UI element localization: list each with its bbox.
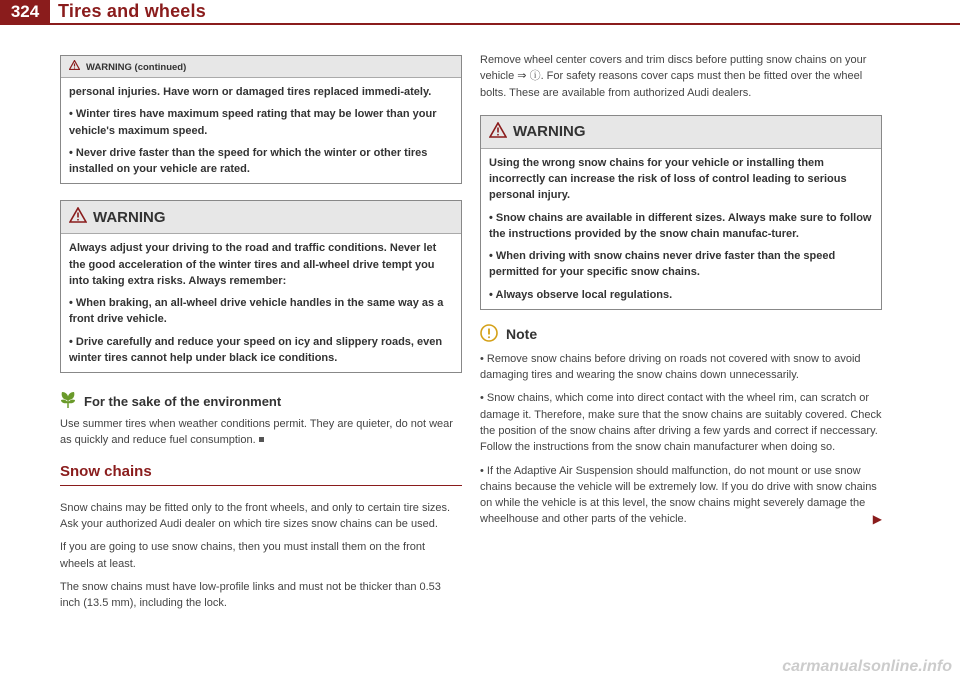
warning-bullet: • Snow chains are available in different sizes. Always make sure to follow the instructions provided by the snow chain manufac-turer. [489, 210, 873, 243]
warning-triangle-icon [69, 207, 87, 227]
paragraph: Snow chains may be fitted only to the front wheels, and only to certain tire sizes. Ask your authorized Audi dealer on which tire sizes snow chains can be used. [60, 501, 451, 530]
continue-arrow-icon: ▶ [872, 512, 882, 527]
header-rule [0, 23, 960, 25]
warning-triangle-icon [69, 60, 80, 73]
note-heading: Note [480, 324, 882, 345]
warning-box-awd [60, 200, 462, 373]
watermark: carmanualsonline.info [782, 658, 952, 675]
leaf-icon [60, 391, 76, 412]
left-column [60, 55, 462, 618]
page-header-title: Tires and wheels [58, 1, 206, 21]
warning-continued-box [60, 55, 462, 184]
end-mark-icon [259, 437, 264, 442]
warning-bullet: • When braking, an all-wheel drive vehicle handles in the same way as a front drive vehicle. [69, 295, 453, 328]
page-number: 324 [0, 0, 50, 24]
note-exclamation-icon [480, 324, 498, 345]
warning-box-snow-chains [480, 115, 882, 310]
warning-triangle-icon [489, 122, 507, 142]
warning-bullet: • Winter tires have maximum speed rating that may be lower than your vehicle's maximum speed. [69, 106, 453, 139]
warning-bullet: • Never drive faster than the speed for which the winter or other tires installed on your vehicle are rated. [69, 145, 453, 178]
note-bullet: • Snow chains, which come into direct contact with the wheel rim, can scratch or damage it. Therefore, make sure that the snow chains are suitably covered. Check the position of the snow chains after driving a few yards and correct if neccessary. Follow the instructions from the snow chain manufacturer when doing so. [480, 390, 882, 455]
note-bullet: • If the Adaptive Air Suspension should malfunction, do not mount or use snow chains because the vehicle will be extremely low. If you do drive with snow chains on while the vehicle is at this level, the snow chains might severely damage the wheelhouse and other parts of the vehicle. ▶ [480, 463, 882, 528]
warning-heading: WARNING [61, 201, 461, 234]
warning-bullet: • When driving with snow chains never drive faster than the speed permitted for your specific snow chains. [489, 248, 873, 281]
warning-intro: Using the wrong snow chains for your vehicle or installing them incorrectly can increase the risk of loss of control leading to serious personal injury. [489, 156, 847, 202]
warning-bullet: • Drive carefully and reduce your speed on icy and slippery roads, even winter tires cannot help under black ice conditions. [69, 334, 453, 367]
right-column [480, 26, 882, 535]
warning-line: personal injuries. Have worn or damaged tires replaced immedi-ately. [69, 86, 432, 98]
warning-continued-heading: WARNING (continued) [61, 56, 461, 78]
paragraph: If you are going to use snow chains, then you must install them on the front wheels at least. [60, 541, 426, 570]
note-bullet: • Remove snow chains before driving on roads not covered with snow to avoid damaging tires and wearing the snow chains down unnecessarily. [480, 351, 882, 384]
paragraph: The snow chains must have low-profile links and must not be thicker than 0.53 inch (13.5 mm), including the lock. [60, 580, 441, 610]
warning-bullet: • Always observe local regulations. [489, 287, 873, 303]
environment-text: Use summer tires when weather conditions permit. They are quieter, do not wear as quickly and reduce fuel consumption. [60, 418, 453, 447]
warning-intro: Always adjust your driving to the road and traffic conditions. Never let the good acceleration of the winter tires and all-wheel drive tempt you into taking extra risks. Always remember: [69, 242, 437, 287]
intro-paragraph: Remove wheel center covers and trim discs before putting snow chains on your vehicle ⇒ ⓘ. For safety reasons cover caps must then be fitted over the wheel bolts. These are available from authorized Audi dealers. [480, 54, 867, 99]
section-title-snow-chains: Snow chains [60, 463, 462, 486]
environment-heading: For the sake of the environment [60, 391, 462, 412]
warning-heading: WARNING [481, 116, 881, 149]
